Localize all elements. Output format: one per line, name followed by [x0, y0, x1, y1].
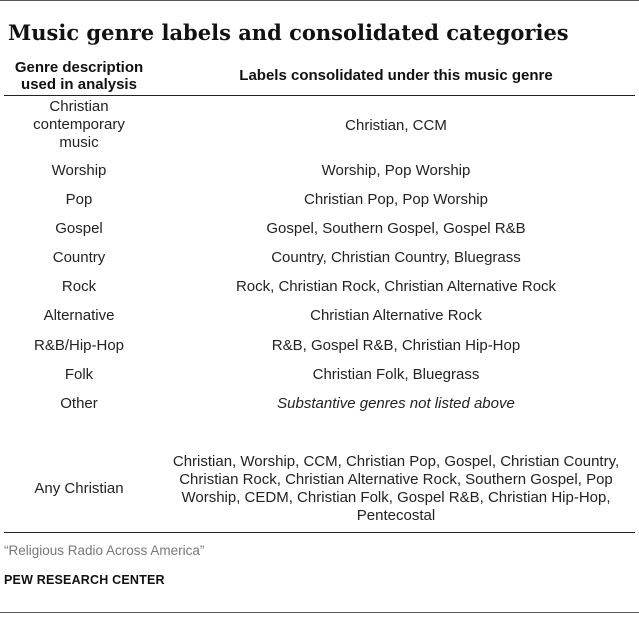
bottom-divider [0, 612, 639, 613]
table-row-genre: Rock [61, 278, 97, 295]
column-header-genre: Genre description used in analysis [14, 59, 144, 93]
table-row-labels: Country, Christian Country, Bluegrass [271, 249, 521, 266]
table-bottom-rule [4, 532, 635, 533]
table-row-labels: Christian Pop, Pop Worship [304, 191, 488, 208]
table-row-genre: Any Christian [34, 480, 124, 497]
table-row-labels: Gospel, Southern Gospel, Gospel R&B [266, 220, 526, 237]
table-row-labels: Christian, Worship, CCM, Christian Pop, Gospel, Christian Country, Christian Rock, Christian Alternative Rock, Southern Gospel, Pop Worship, CEDM, Christian Folk, Gospel R&B, Christian Hip-Hop, Pentecostal [172, 453, 620, 524]
table-row-genre: Christian contemporary music [33, 98, 125, 151]
source-note: “Religious Radio Across America” [4, 543, 205, 558]
table-row-labels: Worship, Pop Worship [321, 162, 471, 179]
table-row-genre: Alternative [43, 307, 115, 324]
table-row-genre: Worship [51, 162, 107, 179]
table-row-genre: Country [52, 249, 106, 266]
column-header-labels: Labels consolidated under this music genre [239, 67, 553, 84]
table-row-labels: Christian, CCM [345, 117, 447, 134]
organization-name: PEW RESEARCH CENTER [4, 573, 165, 587]
page-title: Music genre labels and consolidated categories [8, 20, 569, 45]
top-divider [0, 0, 639, 1]
table-row-genre: R&B/Hip-Hop [33, 337, 125, 354]
table-row-genre: Folk [64, 366, 94, 383]
table-row-labels: R&B, Gospel R&B, Christian Hip-Hop [271, 337, 521, 354]
table-row-labels: Rock, Christian Rock, Christian Alternative Rock [235, 278, 557, 295]
table-row-labels: Christian Alternative Rock [310, 307, 482, 324]
table-row-labels: Christian Folk, Bluegrass [312, 366, 480, 383]
table-row-genre: Gospel [55, 220, 103, 237]
header-rule [4, 95, 635, 96]
table-row-genre: Other [60, 395, 98, 412]
table-row-labels: Substantive genres not listed above [277, 395, 515, 412]
table-row-genre: Pop [65, 191, 93, 208]
